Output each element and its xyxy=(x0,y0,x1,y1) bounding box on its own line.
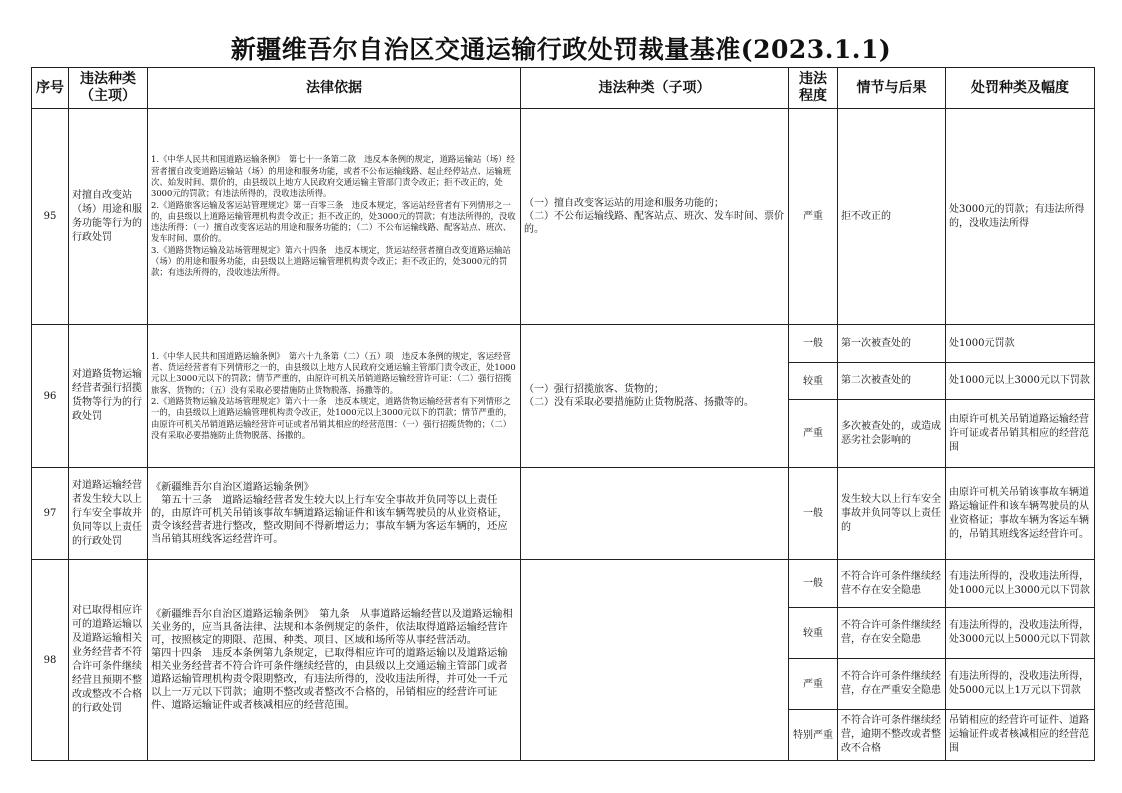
row-legal-basis xyxy=(148,468,521,560)
row-main-type: 对已取得相应许可的道路运输以及道路运输相关业务经营者不符合许可条件继续经营且预期不整改或整改不合格的行政处罚 xyxy=(69,560,148,761)
table-row xyxy=(32,468,1095,560)
row-degree: 严重 xyxy=(789,659,838,710)
row-penalty: 有违法所得的，没收违法所得，处3000元以上5000元以下罚款 xyxy=(946,608,1095,659)
row-sub-type: （一）擅自改变客运站的用途和服务功能的； （二）不公布运输线路、配客站点、班次、发车时间、票价的。 xyxy=(521,109,789,325)
row-circumstance: 不符合许可条件继续经营不存在安全隐患 xyxy=(838,560,946,608)
row-sub-type: （一）强行招揽旅客、货物的； （二）没有采取必要措施防止货物脱落、扬撒等的。 xyxy=(521,325,789,468)
row-penalty: 由原许可机关吊销道路运输经营许可证或者吊销其相应的经营范围 xyxy=(946,400,1095,468)
row-circumstance: 第一次被查处的 xyxy=(838,325,946,363)
basis-paragraph: 第五十三条 道路运输经营者发生较大以上行车安全事故并负同等以上责任的，由原许可机关吊销该事故车辆道路运输证件和该车辆驾驶员的从业资格证，责令该经营者进行整改，整改期间不得新增运力；事故车辆为客运车辆的，还应当吊销其班线客运经营许可。 xyxy=(151,495,508,545)
table-row xyxy=(32,325,1095,363)
row-degree: 一般 xyxy=(789,325,838,363)
basis-paragraph: 第四十四条 违反本条例第九条规定，已取得相应许可的道路运输以及道路运输相关业务经营者不符合许可条件继续经营的，由县级以上交通运输主管部门或者道路运输管理机构责令限期整改，有违法所得的，没收违法所得，并可处一千元以上一万元以下罚款；逾期不整改或者整改不合格的，吊销相应的经营许可证件、道路运输证件或者核减相应的经营范围。 xyxy=(151,648,508,711)
row-circumstance: 多次被查处的，或造成恶劣社会影响的 xyxy=(838,400,946,468)
row-circumstance: 拒不改正的 xyxy=(838,109,946,325)
header-index: 序号 xyxy=(32,68,69,109)
row-degree: 较重 xyxy=(789,363,838,400)
row-legal-basis xyxy=(148,325,521,468)
header-degree: 违法 程度 xyxy=(789,68,838,109)
row-degree: 一般 xyxy=(789,560,838,608)
row-circumstance: 不符合许可条件继续经营，逾期不整改或者整改不合格 xyxy=(838,710,946,761)
row-penalty: 有违法所得的，没收违法所得，处5000元以上1万元以下罚款 xyxy=(946,659,1095,710)
row-index: 96 xyxy=(32,325,69,468)
table-row xyxy=(32,560,1095,608)
table-header xyxy=(32,68,1095,109)
row-penalty: 处3000元的罚款；有违法所得的，没收违法所得 xyxy=(946,109,1095,325)
row-main-type: 对道路运输经营者发生较大以上行车安全事故并负同等以上责任的行政处罚 xyxy=(69,468,148,560)
row-index: 95 xyxy=(32,109,69,325)
penalty-standards-table xyxy=(31,67,1095,761)
row-penalty: 处1000元罚款 xyxy=(946,325,1095,363)
row-circumstance: 第二次被查处的 xyxy=(838,363,946,400)
row-main-type: 对擅自改变站（场）用途和服务功能等行为的行政处罚 xyxy=(69,109,148,325)
row-degree: 较重 xyxy=(789,608,838,659)
row-legal-basis xyxy=(148,560,521,761)
row-main-type: 对道路货物运输经营者强行招揽货物等行为的行政处罚 xyxy=(69,325,148,468)
basis-paragraph: 1.《中华人民共和国道路运输条例》 第七十一条第二款 违反本条例的规定，道路运输站（场）经营者擅自改变道路运输站（场）的用途和服务功能，或者不公布运输线路、起止经停站点、运输班次、始发时间、票价的，由县级以上地方人民政府交通运输主管部门责令改正；拒不改正的，处3000元的罚款；有违法所得的，没收违法所得。 xyxy=(151,154,515,199)
row-penalty: 有违法所得的，没收违法所得，处1000元以上3000元以下罚款 xyxy=(946,560,1095,608)
row-index: 97 xyxy=(32,468,69,560)
row-penalty: 由原许可机关吊销该事故车辆道路运输证件和该车辆驾驶员的从业资格证；事故车辆为客运车辆的，吊销其班线客运经营许可。 xyxy=(946,468,1095,560)
header-legal-basis: 法律依据 xyxy=(148,68,521,109)
basis-paragraph: 2.《道路旅客运输及客运站管理规定》第一百零三条 违反本规定，客运站经营者有下列情形之一的，由县级以上道路运输管理机构责令改正；拒不改正的，处3000元的罚款；有违法所得的，没收违法所得：（一）擅自改变客运站的用途和服务功能的；（二）不公布运输线路、配客站点、班次、发车时间、票价的。 xyxy=(151,199,516,244)
basis-paragraph: 3.《道路货物运输及站场管理规定》第六十四条 违反本规定，货运站经营者擅自改变道路运输站（场）的用途和服务功能，由县级以上道路运输管理机构责令改正；拒不改正的，处3000元的罚款；有违法所得的，没收违法所得。 xyxy=(151,244,511,278)
header-circumstance: 情节与后果 xyxy=(838,68,946,109)
row-sub-type xyxy=(521,560,789,761)
row-degree: 严重 xyxy=(789,400,838,468)
row-penalty: 吊销相应的经营许可证件、道路运输证件或者核减相应的经营范围 xyxy=(946,710,1095,761)
row-legal-basis xyxy=(148,109,521,325)
row-circumstance: 发生较大以上行车安全事故并负同等以上责任的 xyxy=(838,468,946,560)
header-sub-type: 违法种类（子项） xyxy=(521,68,789,109)
page-title: 新疆维吾尔自治区交通运输行政处罚裁量基准(2023.1.1) xyxy=(230,35,892,64)
header-penalty: 处罚种类及幅度 xyxy=(946,68,1095,109)
row-circumstance: 不符合许可条件继续经营，存在严重安全隐患 xyxy=(838,659,946,710)
header-main-type: 违法种类 （主项） xyxy=(69,68,148,109)
row-sub-type xyxy=(521,468,789,560)
table-body xyxy=(32,109,1095,761)
basis-paragraph: 2.《道路货物运输及站场管理规定》第六十一条 违反本规定，道路货物运输经营者有下列情形之一的，由县级以上道路运输管理机构责令改正，处1000元以上3000元以下的罚款；情节严重的，由原许可机关吊销道路运输经营许可证或者吊销其相应的经营范围：（一）强行招揽货物的；（二）没有采取必要措施防止货物脱落、扬撒的。 xyxy=(151,396,512,440)
row-degree: 严重 xyxy=(789,109,838,325)
basis-paragraph: 《新疆维吾尔自治区道路运输条例》 xyxy=(151,482,314,493)
row-circumstance: 不符合许可条件继续经营，存在安全隐患 xyxy=(838,608,946,659)
row-index: 98 xyxy=(32,560,69,761)
basis-paragraph: 1.《中华人民共和国道路运输条例》 第六十九条第（二）（五）项 违反本条例的规定，客运经营者、货运经营者有下列情形之一的，由县级以上地方人民政府交通运输主管部门责令改正，处1000元以上3000元以下的罚款；情节严重的，由原许可机关吊销道路运输经营许可证：（二）强行招揽旅客、货物的；（五）没有采取必要措施防止货物脱落、扬撒等的。 xyxy=(151,350,516,395)
row-degree: 特别严重 xyxy=(789,710,838,761)
basis-paragraph: 《新疆维吾尔自治区道路运输条例》 第九条 从事道路运输经营以及道路运输相关业务的，应当具备法律、法规和本条例规定的条件，依法取得道路运输经营许可，按照核定的期限、范围、种类、项目、区域和场所等从事经营活动。 xyxy=(151,609,513,646)
row-degree: 一般 xyxy=(789,468,838,560)
table-row xyxy=(32,109,1095,325)
row-penalty: 处1000元以上3000元以下罚款 xyxy=(946,363,1095,400)
